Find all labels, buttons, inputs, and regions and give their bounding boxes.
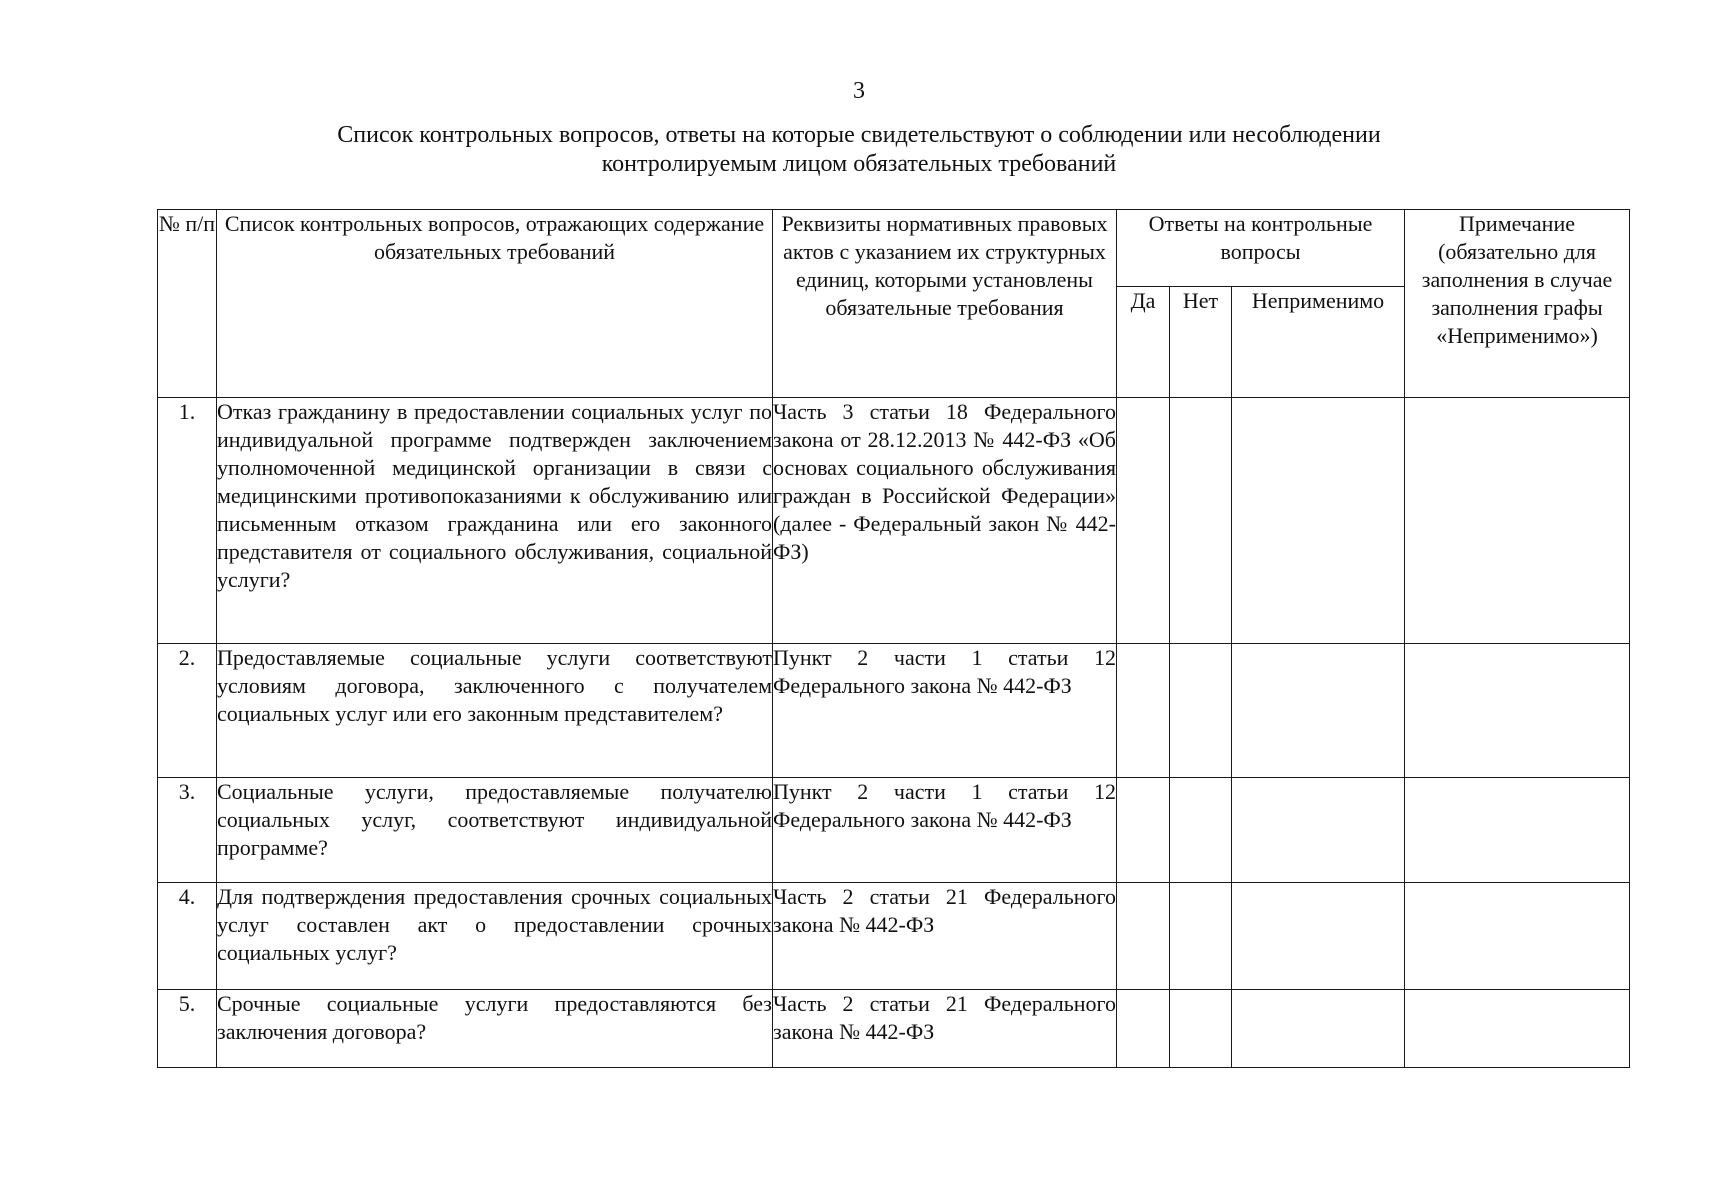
page-number: 3 — [853, 78, 865, 104]
note-cell[interactable] — [1405, 644, 1630, 778]
checklist-table — [157, 209, 1630, 1068]
table-row — [158, 644, 1630, 778]
requisite-cell: Часть 2 статьи 21 Федерального закона № 442-ФЗ — [773, 990, 1117, 1068]
header-yes: Да — [1117, 287, 1170, 398]
row-number: 3. — [158, 778, 217, 883]
requisite-cell: Часть 3 статьи 18 Федерального закона от 28.12.2013 № 442-ФЗ «Об основах социального обслуживания граждан в Российской Федерации» (далее - Федеральный закон № 442-ФЗ) — [773, 398, 1117, 644]
table-row — [158, 398, 1630, 644]
table-row — [158, 778, 1630, 883]
requisite-cell: Часть 2 статьи 21 Федерального закона № 442-ФЗ — [773, 883, 1117, 990]
note-cell[interactable] — [1405, 883, 1630, 990]
answer-na-cell[interactable] — [1232, 778, 1405, 883]
answer-no-cell[interactable] — [1170, 778, 1232, 883]
header-num: № п/п — [158, 210, 217, 398]
answer-yes-cell[interactable] — [1117, 398, 1170, 644]
header-no: Нет — [1170, 287, 1232, 398]
table-row — [158, 990, 1630, 1068]
answer-na-cell[interactable] — [1232, 990, 1405, 1068]
header-requisites: Реквизиты нормативных правовых актов с указанием их структурных единиц, которыми установлены обязательные требования — [773, 210, 1117, 398]
answer-no-cell[interactable] — [1170, 990, 1232, 1068]
title-line-2: контролируемым лицом обязательных требований — [601, 151, 1117, 177]
answer-na-cell[interactable] — [1232, 398, 1405, 644]
answer-yes-cell[interactable] — [1117, 778, 1170, 883]
table-row — [158, 883, 1630, 990]
answer-no-cell[interactable] — [1170, 398, 1232, 644]
question-cell: Предоставляемые социальные услуги соответствуют условиям договора, заключенного с получателем социальных услуг или его законным представителем? — [217, 644, 773, 778]
header-note: Примечание (обязательно для заполнения в случае заполнения графы «Неприменимо») — [1405, 210, 1630, 398]
question-cell: Социальные услуги, предоставляемые получателю социальных услуг, соответствуют индивидуальной программе? — [217, 778, 773, 883]
requisite-cell: Пункт 2 части 1 статьи 12 Федерального закона № 442-ФЗ — [773, 778, 1117, 883]
header-row-1 — [158, 210, 1630, 287]
answer-na-cell[interactable] — [1232, 883, 1405, 990]
row-number: 5. — [158, 990, 217, 1068]
answer-yes-cell[interactable] — [1117, 990, 1170, 1068]
header-na: Неприменимо — [1232, 287, 1405, 398]
note-cell[interactable] — [1405, 778, 1630, 883]
requisite-cell: Пункт 2 части 1 статьи 12 Федерального закона № 442-ФЗ — [773, 644, 1117, 778]
row-number: 2. — [158, 644, 217, 778]
answer-yes-cell[interactable] — [1117, 883, 1170, 990]
answer-no-cell[interactable] — [1170, 883, 1232, 990]
question-cell: Для подтверждения предоставления срочных социальных услуг составлен акт о предоставлении срочных социальных услуг? — [217, 883, 773, 990]
row-number: 1. — [158, 398, 217, 644]
note-cell[interactable] — [1405, 990, 1630, 1068]
header-answers: Ответы на контрольные вопросы — [1117, 210, 1405, 287]
question-cell: Отказ гражданину в предоставлении социальных услуг по индивидуальной программе подтвержден заключением уполномоченной медицинской организации в связи с медицинскими противопоказаниями к обслуживанию или письменным отказом гражданина или его законного представителя от социального обслуживания, социальной услуги? — [217, 398, 773, 644]
row-number: 4. — [158, 883, 217, 990]
question-cell: Срочные социальные услуги предоставляются без заключения договора? — [217, 990, 773, 1068]
document-title — [0, 121, 1718, 179]
answer-na-cell[interactable] — [1232, 644, 1405, 778]
title-line-1: Список контрольных вопросов, ответы на которые свидетельствуют о соблюдении или несоблюдении — [337, 122, 1381, 148]
header-questions: Список контрольных вопросов, отражающих содержание обязательных требований — [217, 210, 773, 398]
note-cell[interactable] — [1405, 398, 1630, 644]
answer-yes-cell[interactable] — [1117, 644, 1170, 778]
answer-no-cell[interactable] — [1170, 644, 1232, 778]
